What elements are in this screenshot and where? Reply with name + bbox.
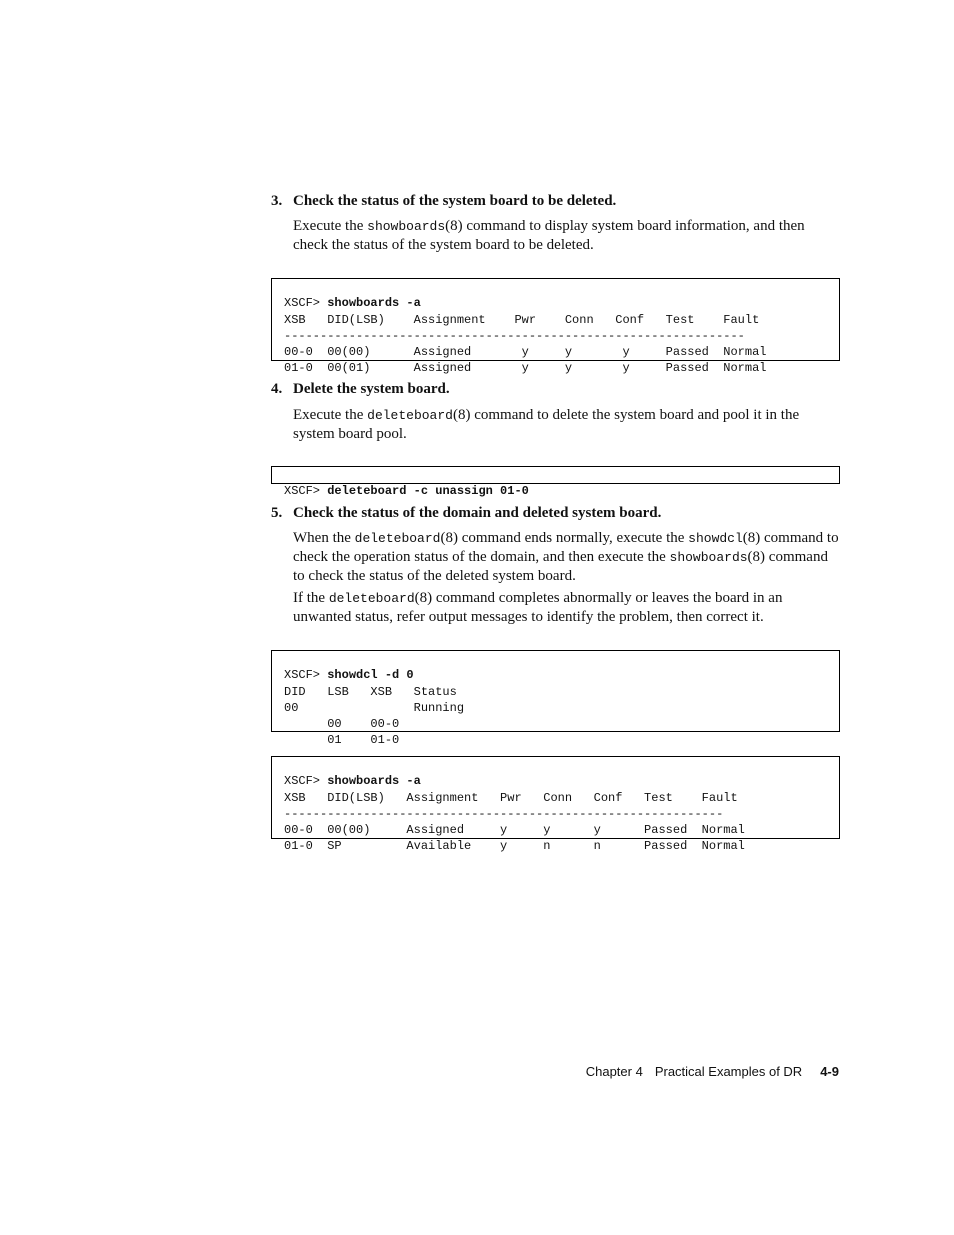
command: showboards -a: [327, 774, 421, 789]
code-block-deleteboard: [271, 466, 840, 499]
command-name: deleteboard: [354, 531, 441, 546]
step-number: 4.: [271, 381, 283, 397]
page-number: 4-9: [820, 1064, 839, 1079]
code-line: [284, 667, 839, 683]
code-line: 00-0 00(00) Assigned y y y Passed Normal: [284, 823, 745, 838]
command-name: showdcl: [688, 531, 743, 546]
code-line: 01-0 SP Available y n n Passed Normal: [284, 839, 745, 854]
code-line: 01 01-0: [284, 733, 400, 748]
code-block-showdcl: [271, 650, 840, 748]
page-footer: [586, 1064, 839, 1079]
prompt: XSCF>: [284, 296, 328, 311]
step-5-paragraph-1: When the deleteboard(8) command ends normally, execute the showdcl(8) command to check the operation status of the domain, and then execute the showboards(8) command to check the status of the deleted system board.: [293, 530, 839, 584]
step-number: 3.: [271, 193, 283, 209]
prompt: XSCF>: [284, 774, 328, 789]
code-line: DID LSB XSB Status: [284, 684, 457, 699]
command: showboards -a: [327, 296, 421, 311]
prompt: XSCF>: [284, 668, 328, 683]
command: deleteboard -c unassign 01-0: [327, 484, 529, 499]
command-name: deleteboard: [328, 591, 415, 606]
command: showdcl -d 0: [327, 668, 414, 683]
code-line: 01-0 00(01) Assigned y y y Passed Normal: [284, 361, 767, 376]
code-line: -------------------------------------------------------------: [284, 806, 724, 821]
step-title-text: Delete the system board.: [293, 381, 450, 397]
command-name: showboards: [367, 219, 446, 234]
step-3-paragraph: Execute the showboards(8) command to display system board information, and then check the status of the system board to be deleted.: [293, 218, 805, 253]
code-line: [284, 483, 839, 499]
step-5-paragraph-2: If the deleteboard(8) command completes abnormally or leaves the board in an unwanted status, refer output messages to identify the problem, then correct it.: [293, 590, 783, 625]
code-line: 00 Running: [284, 700, 465, 715]
step-4-paragraph: Execute the deleteboard(8) command to delete the system board and pool it in the system board pool.: [293, 407, 800, 442]
step-5-title: [271, 505, 661, 522]
step-4-title: [271, 381, 450, 398]
step-number: 5.: [271, 505, 283, 521]
command-name: showboards: [669, 550, 748, 565]
code-line: [284, 295, 839, 311]
step-3-title: [271, 193, 616, 210]
code-line: XSB DID(LSB) Assignment Pwr Conn Conf Test Fault: [284, 312, 760, 327]
prompt: XSCF>: [284, 484, 328, 499]
step-title-text: Check the status of the system board to be deleted.: [293, 193, 617, 209]
code-line: [284, 773, 839, 789]
command-name: deleteboard: [367, 408, 453, 423]
code-line: ----------------------------------------------------------------: [284, 328, 745, 343]
code-line: XSB DID(LSB) Assignment Pwr Conn Conf Test Fault: [284, 790, 738, 805]
code-block-showboards-after: [271, 756, 840, 854]
code-line: 00 00-0: [284, 717, 400, 732]
code-block-showboards: [271, 278, 840, 376]
footer-chapter: Chapter 4: [585, 1064, 643, 1079]
footer-title: Practical Examples of DR: [654, 1064, 803, 1079]
step-title-text: Check the status of the domain and deleted system board.: [293, 505, 662, 521]
code-line: 00-0 00(00) Assigned y y y Passed Normal: [284, 345, 767, 360]
